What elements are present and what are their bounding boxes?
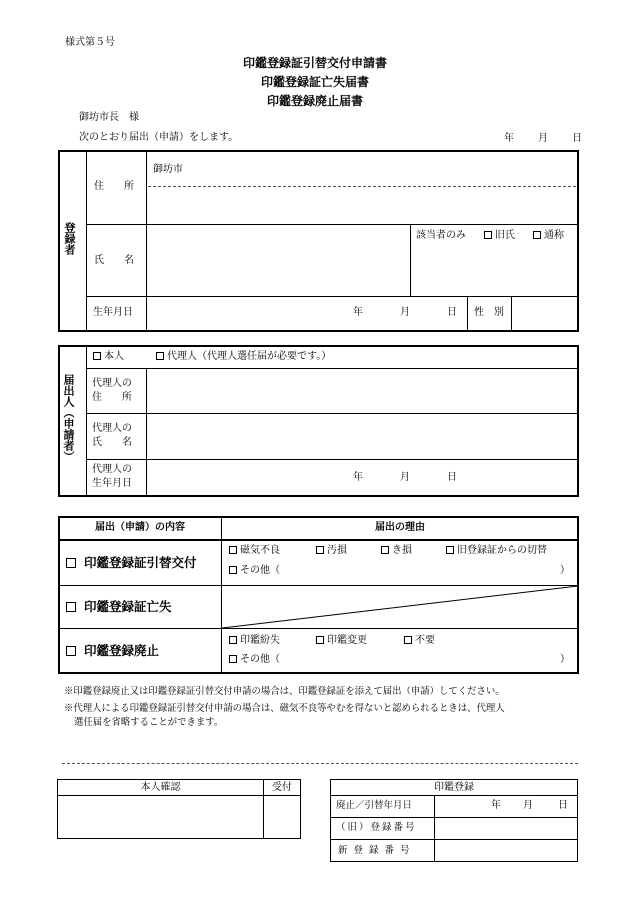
birth-year-label: 年: [353, 307, 363, 318]
header-month-label: 月: [538, 133, 548, 144]
checkbox-icon: [316, 546, 324, 554]
checkbox-icon: [156, 352, 164, 360]
agent-name-label-2: 氏 名: [92, 437, 132, 448]
note-2: ※代理人による印鑑登録証引替交付申請の場合は、磁気不良等やむを得ないと認められるときは、代理人: [64, 703, 505, 714]
checkbox-icon: [404, 636, 412, 644]
reason-switch-checkbox[interactable]: [446, 546, 547, 556]
common-name-label: 通称: [544, 230, 564, 241]
lost-checkbox[interactable]: [66, 601, 172, 614]
office-month-label: 月: [523, 800, 533, 811]
cut-line: [62, 763, 578, 764]
seal-registration-label: 印鑑登録: [434, 782, 474, 793]
checkbox-icon: [446, 546, 454, 554]
applicable-note: 該当者のみ: [416, 230, 466, 241]
office-day-label: 日: [558, 800, 568, 811]
reason-other-checkbox-2[interactable]: [229, 655, 280, 665]
reason-switch-label: 旧登録証からの切替: [457, 545, 547, 556]
lost-label: 印鑑登録証亡失: [84, 599, 172, 614]
agent-name-label-1: 代理人の: [92, 423, 132, 434]
reason-lost-seal-label: 印鑑紛失: [240, 635, 280, 646]
address-label: 住 所: [94, 181, 134, 192]
reason-other-label-1: その他（: [240, 565, 280, 576]
new-number-label: 新登録番号: [338, 845, 416, 856]
checkbox-icon: [484, 231, 492, 239]
reason-change-seal-checkbox[interactable]: [316, 636, 367, 646]
checkbox-icon: [93, 352, 101, 360]
former-name-checkbox[interactable]: [484, 231, 515, 241]
checkbox-icon: [66, 602, 76, 612]
title-3: 印鑑登録廃止届書: [266, 94, 363, 108]
identity-check-label: 本人確認: [140, 782, 181, 793]
birth-day-label: 日: [447, 307, 457, 318]
reason-other-label-2: その他（: [240, 654, 280, 665]
reason-unneeded-label: 不要: [415, 635, 435, 646]
agent-label: 代理人（代理人選任届が必要です。）: [167, 351, 332, 362]
office-year-label: 年: [491, 800, 501, 811]
struck-reason-cell: [222, 586, 578, 628]
reason-magnetic-checkbox[interactable]: [229, 546, 280, 556]
old-number-label: （旧）登録番号: [336, 822, 417, 833]
title-2: 印鑑登録証亡失届書: [260, 75, 369, 89]
reason-other-checkbox-1[interactable]: [229, 566, 280, 576]
checkbox-icon: [316, 636, 324, 644]
title-1: 印鑑登録証引替交付申請書: [242, 56, 387, 70]
close-paren-1: ）: [560, 565, 570, 576]
close-paren-2: ）: [560, 654, 570, 665]
agent-birth-year-label: 年: [353, 472, 363, 483]
form-number: 様式第５号: [65, 37, 115, 48]
agent-birth-day-label: 日: [447, 472, 457, 483]
reception-label: 受付: [272, 782, 292, 793]
birth-month-label: 月: [400, 307, 410, 318]
self-checkbox[interactable]: [93, 352, 124, 362]
reason-unneeded-checkbox[interactable]: [404, 636, 435, 646]
reason-damaged-label: き損: [392, 545, 412, 556]
birth-label: 生年月日: [93, 307, 133, 318]
note-1: ※印鑑登録廃止又は印鑑登録証引替交付申請の場合は、印鑑登録証を添えて届出（申請）してください。: [64, 686, 505, 697]
checkbox-icon: [66, 558, 76, 568]
checkbox-icon: [381, 546, 389, 554]
registrant-section-label: 登録者: [63, 222, 76, 255]
reason-soiled-checkbox[interactable]: [316, 546, 347, 556]
abolish-checkbox[interactable]: [66, 645, 159, 658]
agent-birth-label-1: 代理人の: [92, 464, 132, 475]
checkbox-icon: [533, 231, 541, 239]
checkbox-icon: [229, 655, 237, 663]
common-name-checkbox[interactable]: [533, 231, 564, 241]
registrant-box: [58, 150, 579, 332]
reissue-checkbox[interactable]: [66, 557, 197, 570]
reason-damaged-checkbox[interactable]: [381, 546, 412, 556]
checkbox-icon: [229, 636, 237, 644]
reason-header: 届出の理由: [375, 522, 425, 533]
self-label: 本人: [104, 351, 124, 362]
agent-checkbox[interactable]: [156, 352, 331, 362]
content-header: 届出（申請）の内容: [95, 522, 185, 533]
reason-soiled-label: 汚損: [327, 545, 347, 556]
reason-magnetic-label: 磁気不良: [240, 545, 280, 556]
checkbox-icon: [229, 546, 237, 554]
name-label: 氏 名: [94, 255, 134, 266]
addressee: 御坊市長 様: [79, 112, 139, 123]
notifier-section-label: 届出人（申請者）: [62, 374, 75, 462]
header-day-label: 日: [572, 133, 582, 144]
checkbox-icon: [229, 566, 237, 574]
agent-birth-month-label: 月: [400, 472, 410, 483]
reason-lost-seal-checkbox[interactable]: [229, 636, 280, 646]
intro-text: 次のとおり届出（申請）をします。: [79, 132, 239, 143]
agent-address-label-1: 代理人の: [92, 378, 132, 389]
header-year-label: 年: [504, 133, 514, 144]
reason-change-seal-label: 印鑑変更: [327, 635, 367, 646]
address-prefix: 御坊市: [153, 164, 183, 175]
abolish-label: 印鑑登録廃止: [84, 643, 160, 658]
gender-label: 性 別: [474, 307, 504, 318]
abolish-date-label: 廃止／引替年月日: [336, 800, 413, 811]
reissue-label: 印鑑登録証引替交付: [84, 555, 197, 570]
agent-address-label-2: 住 所: [92, 392, 132, 403]
agent-birth-label-2: 生年月日: [92, 478, 132, 489]
note-3: 選任届を省略することができます。: [74, 717, 224, 728]
checkbox-icon: [66, 646, 76, 656]
former-name-label: 旧氏: [495, 230, 515, 241]
